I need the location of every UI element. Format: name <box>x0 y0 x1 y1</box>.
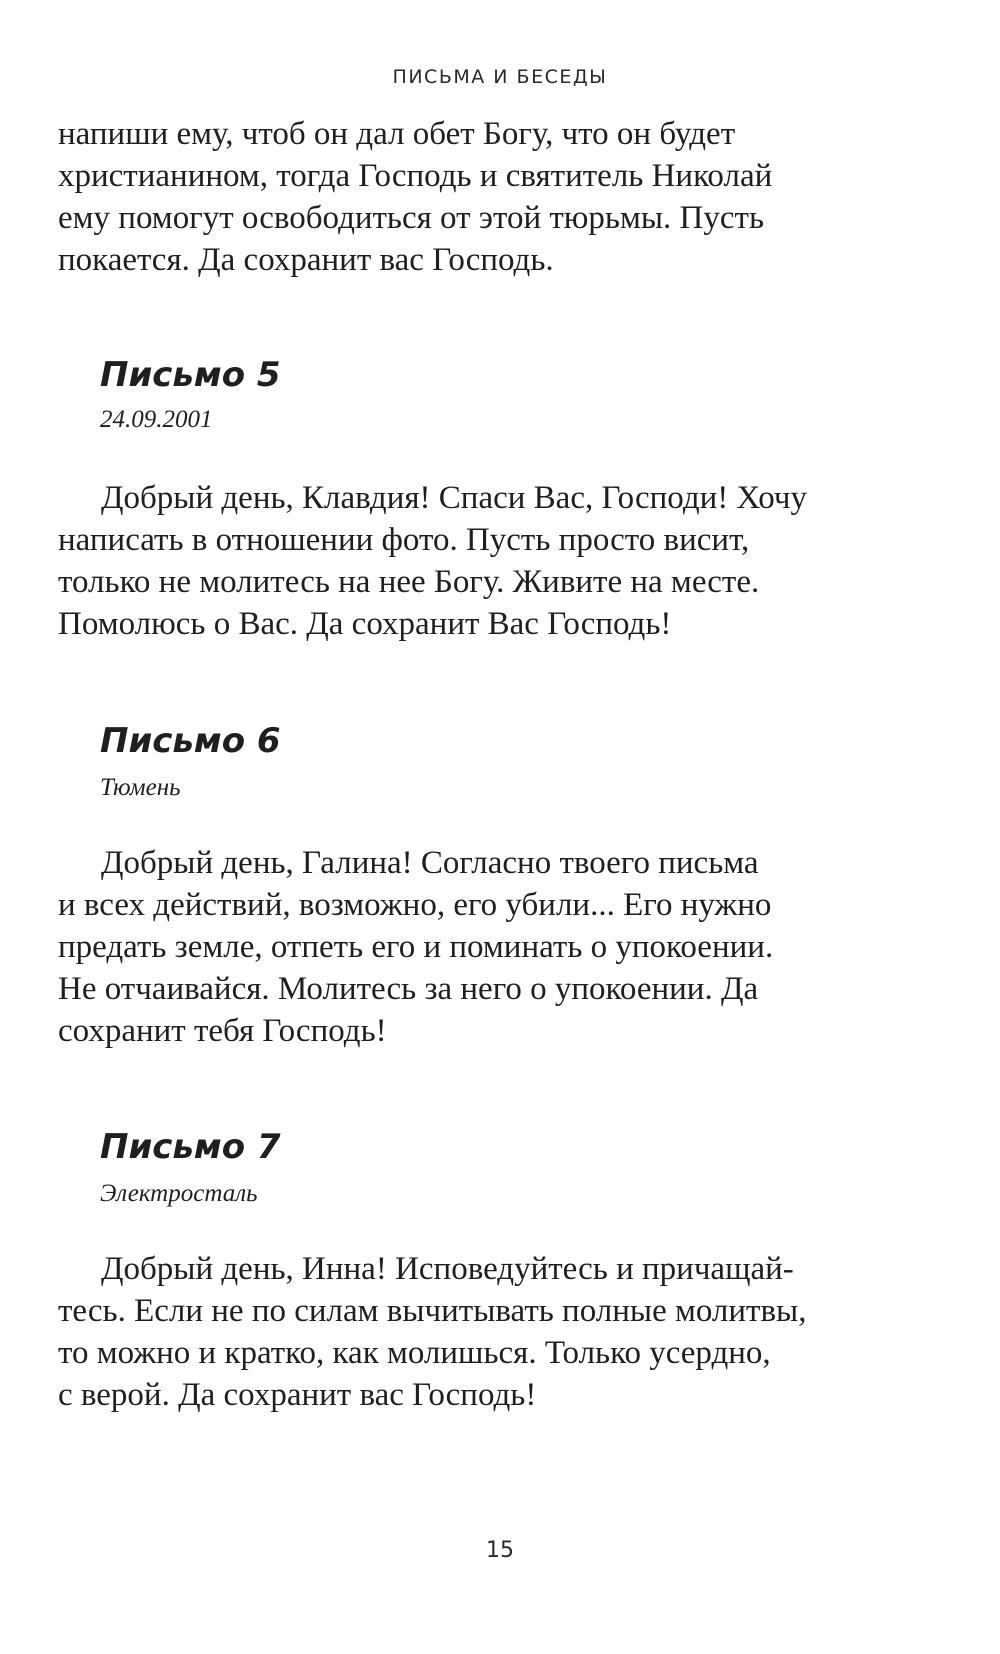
continuation-paragraph <box>58 113 898 281</box>
paragraph-line: и всех действий, возможно, его убили... Его нужно <box>58 887 772 923</box>
letter-5-title: Письмо 5 <box>100 355 281 395</box>
paragraph-line: только не молитесь на нее Богу. Живите на месте. <box>58 564 760 600</box>
paragraph-line: предать земле, отпеть его и поминать о упокоении. <box>58 929 774 965</box>
page-number: 15 <box>486 1538 514 1563</box>
letter-7-body <box>58 1248 898 1416</box>
paragraph-line: Не отчаивайся. Молитесь за него о упокоении. Да <box>58 971 759 1007</box>
paragraph-line: покается. Да сохранит вас Господь. <box>58 242 554 278</box>
paragraph-line: христианином, тогда Господь и святитель Николай <box>58 158 773 194</box>
paragraph-line: тесь. Если не по силам вычитывать полные молитвы, <box>58 1293 807 1329</box>
paragraph-line: Добрый день, Инна! Исповедуйтесь и причащай- <box>101 1251 794 1287</box>
letter-6-title: Письмо 6 <box>100 721 281 761</box>
letter-5-date: 24.09.2001 <box>100 406 213 433</box>
paragraph-line: Добрый день, Галина! Согласно твоего письма <box>101 845 759 881</box>
paragraph-line: Помолюсь о Вас. Да сохранит Вас Господь! <box>58 606 672 642</box>
paragraph-line: Добрый день, Клавдия! Спаси Вас, Господи! Хочу <box>101 480 808 516</box>
letter-7-title: Письмо 7 <box>100 1127 281 1167</box>
paragraph-line: напиши ему, чтоб он дал обет Богу, что он будет <box>58 116 736 152</box>
letter-6-body <box>58 842 898 1052</box>
running-head: ПИСЬМА И БЕСЕДЫ <box>392 66 608 88</box>
paragraph-line: ему помогут освободиться от этой тюрьмы. Пусть <box>58 200 764 236</box>
letter-6-place: Тюмень <box>100 774 181 801</box>
paragraph-line: с верой. Да сохранит вас Господь! <box>58 1377 537 1413</box>
letter-5-body <box>58 477 898 645</box>
paragraph-line: сохранит тебя Господь! <box>58 1013 387 1049</box>
paragraph-line: написать в отношении фото. Пусть просто висит, <box>58 522 750 558</box>
paragraph-line: то можно и кратко, как молишься. Только усердно, <box>58 1335 771 1371</box>
letter-7-place: Электросталь <box>100 1180 258 1207</box>
